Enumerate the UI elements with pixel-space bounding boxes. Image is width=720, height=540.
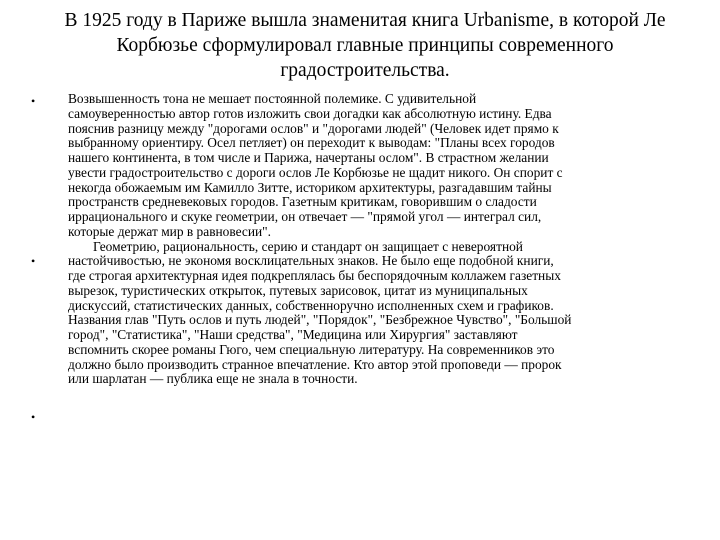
- text-line: настойчивостью, не экономя восклицательных знаков. Не было еще подобной книги,: [68, 253, 554, 269]
- text-line: нашего континента, в том числе и Парижа, начертаны ослом". В страстном желании: [68, 150, 549, 165]
- bullet-icon: •: [31, 410, 36, 424]
- text-line: самоуверенностью автор готов изложить свои догадки как абсолютную истину. Едва: [68, 105, 552, 121]
- text-line: должно было производить странное впечатление. Кто автор этой проповеди — пророк: [68, 356, 562, 372]
- slide-body: [68, 92, 708, 387]
- text-line: город", "Статистика", "Наши средства", "Медицина или Хирургия" заставляют: [68, 327, 518, 342]
- text-line: или шарлатан — публика еще не знала в точности.: [68, 371, 358, 387]
- bullet-icon: •: [31, 94, 36, 108]
- text-line: увести градостроительство с дороги ослов Ле Корбюзье не щадит никого. Он спорит с: [68, 164, 563, 180]
- text-line: Названия глав "Путь ослов и путь людей", "Порядок", "Безбрежное Чувство", "Большой: [68, 312, 572, 328]
- text-line: пространств средневековых городов. Газетным критикам, говорившим о сладости: [68, 194, 537, 210]
- paragraph-1: [68, 92, 708, 240]
- text-line: вспомнить скорее романы Гюго, чем специальную литературу. На современников это: [68, 341, 555, 357]
- title-line: градостроительства.: [280, 60, 450, 81]
- title-line: Корбюзье сформулировал главные принципы современного: [116, 35, 614, 56]
- bullet-icon: •: [31, 254, 36, 268]
- text-line: где строгая архитектурная идея подкреплялась бы беспорядочным коллажем газетных: [68, 268, 561, 283]
- paragraph-2: [68, 240, 708, 388]
- text-line: которые держат мир в равновесии".: [68, 223, 271, 239]
- text-line: иррационального и скуке геометрии, он отвечает — "прямой угол — интеграл сил,: [68, 209, 542, 224]
- title-line: В 1925 году в Париже вышла знаменитая книга Urbanisme, в которой Ле: [64, 10, 666, 31]
- text-line: выбранному ориентиру. Осел петляет) он переходит к выводам: "Планы всех городов: [68, 135, 555, 151]
- text-line: вырезок, туристических открыток, путевых зарисовок, цитат из муниципальных: [68, 282, 528, 298]
- text-line: Геометрию, рациональность, серию и стандарт он защищает с невероятной: [93, 238, 523, 254]
- text-line: некогда обожаемым им Камилло Зитте, историком архитектуры, разгадавшим тайны: [68, 179, 552, 195]
- text-line: дискуссий, статистических данных, собственноручно исполненных схем и графиков.: [68, 297, 554, 313]
- text-line: Возвышенность тона не мешает постоянной полемике. С удивительной: [68, 91, 477, 106]
- text-line: пояснив разницу между "дорогами ослов" и "дорогами людей" (Человек идет прямо к: [68, 120, 559, 136]
